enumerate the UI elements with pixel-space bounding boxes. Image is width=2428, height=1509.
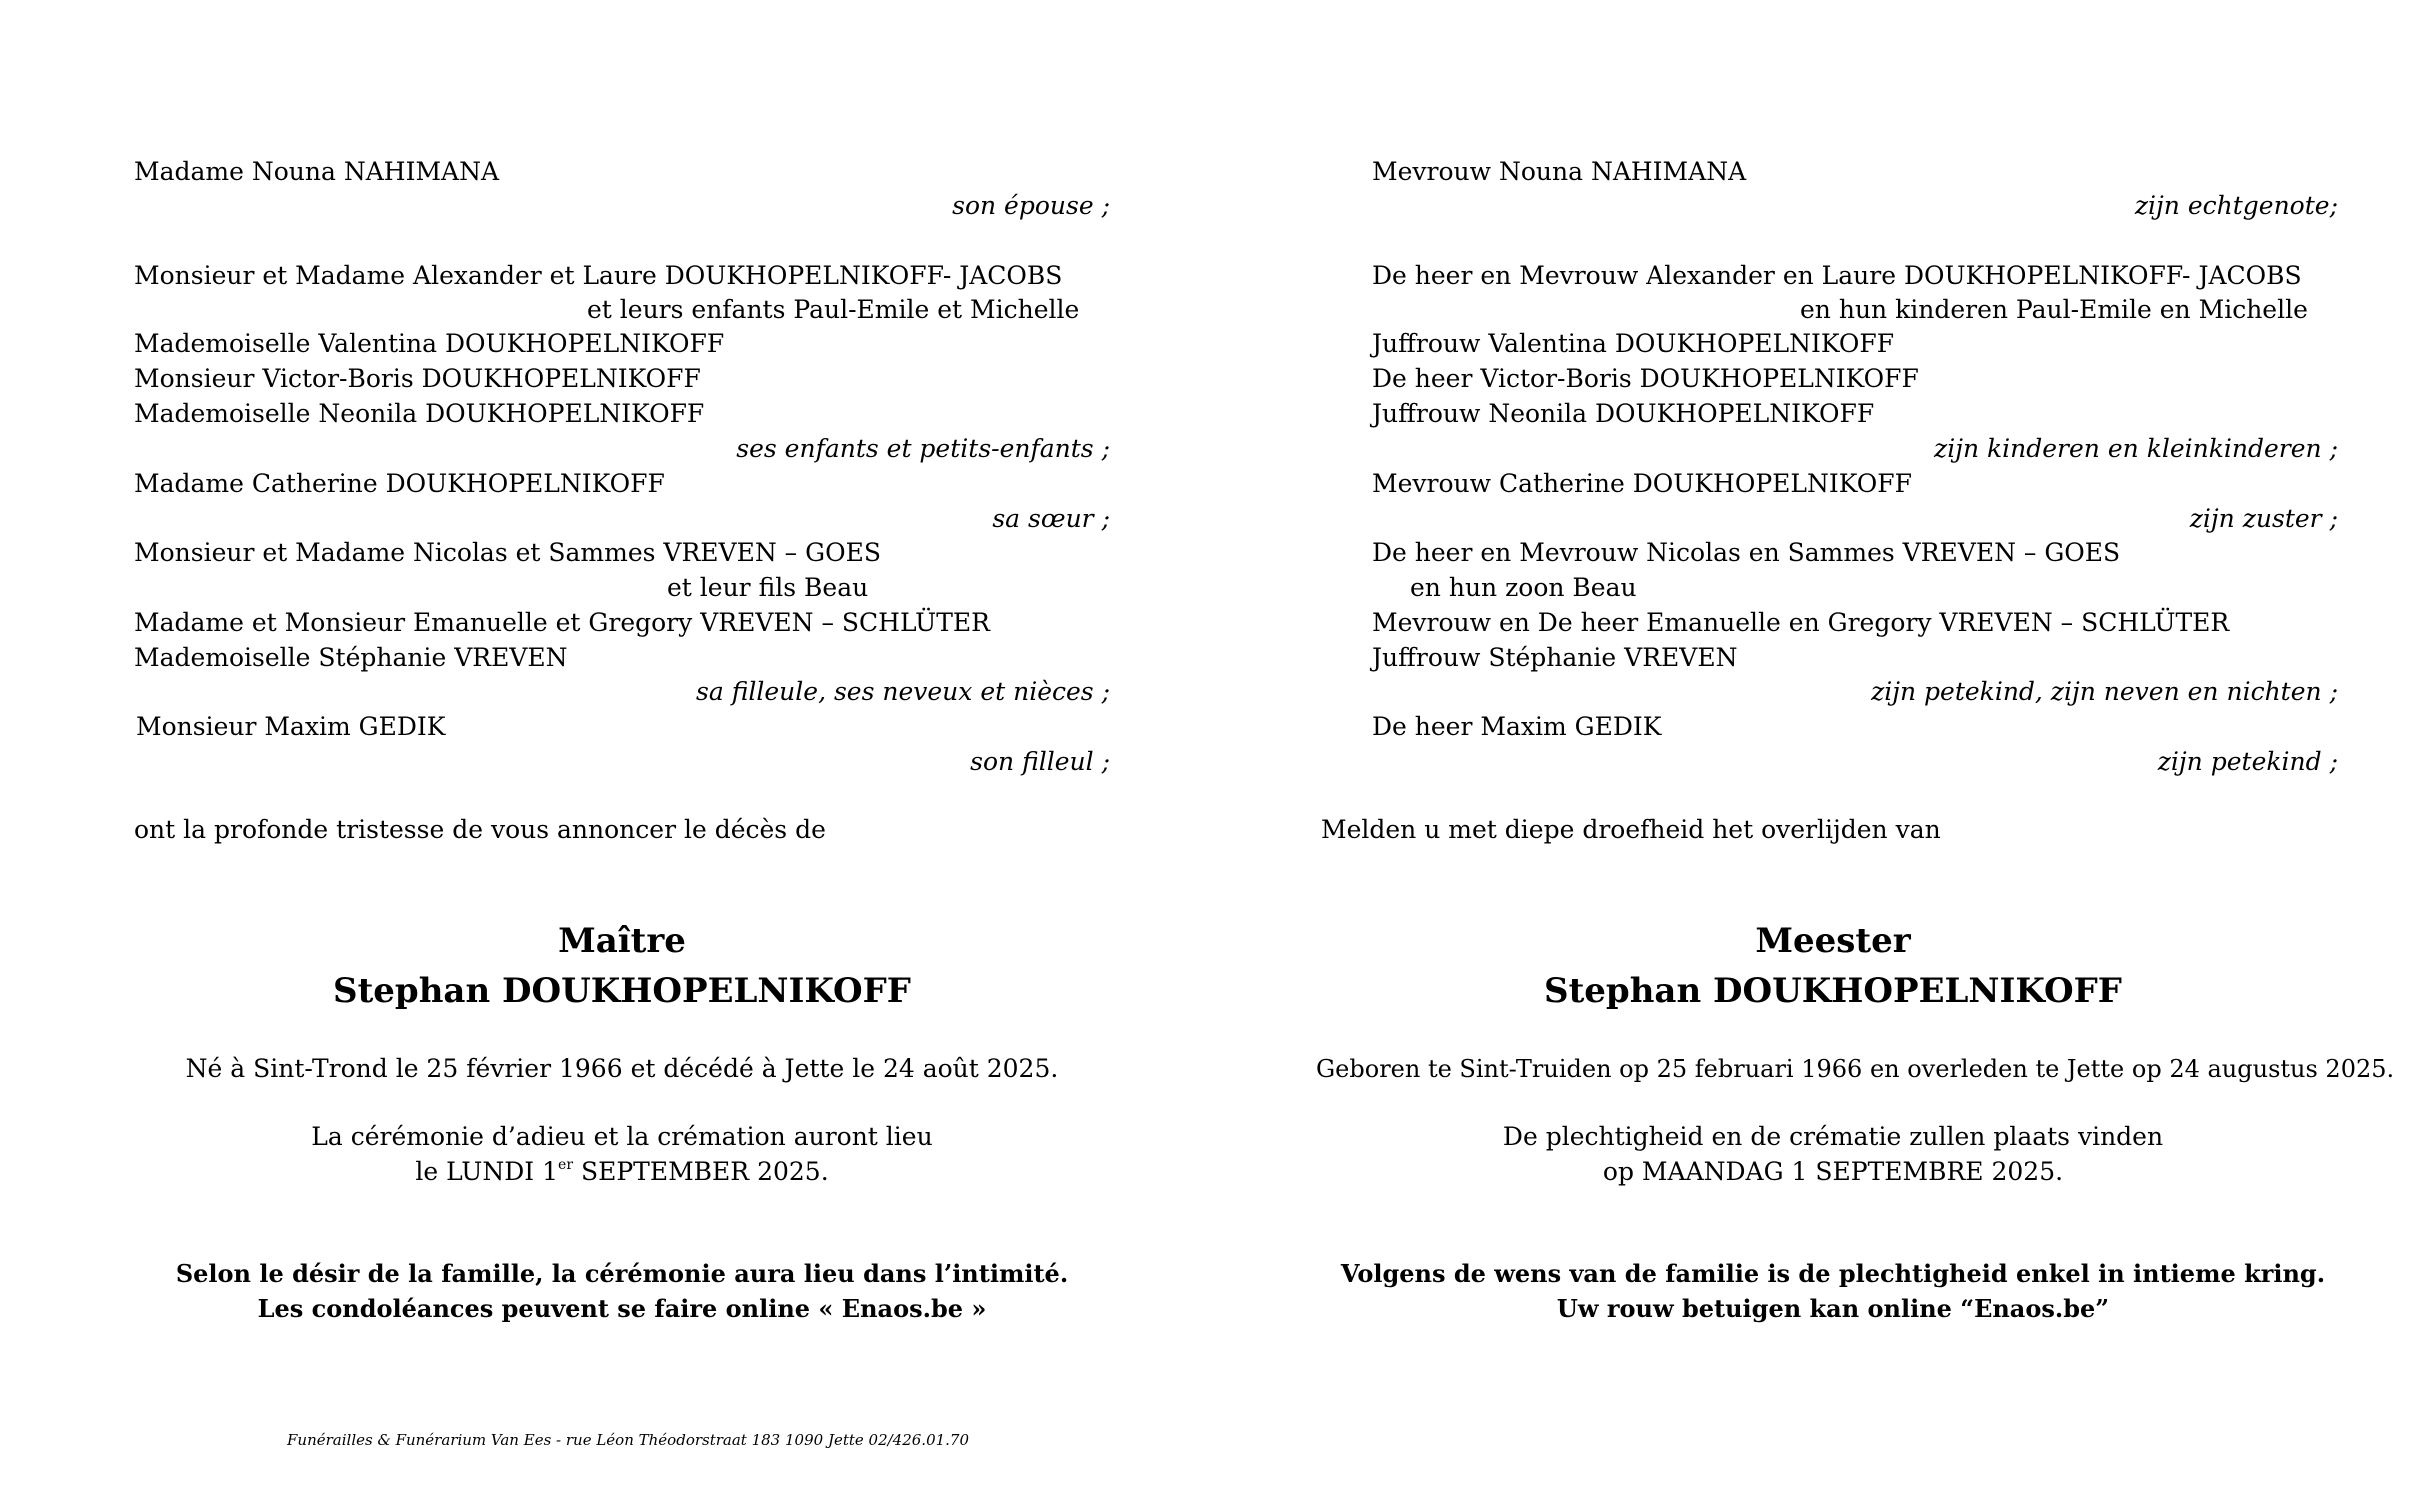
nl-line: De heer Victor-Boris DOUKHOPELNIKOFF — [1372, 364, 1919, 393]
fr-ceremony-line-1: La cérémonie d’adieu et la crémation auront lieu — [311, 1122, 933, 1151]
nl-relation: zijn kinderen en kleinkinderen ; — [1934, 434, 2338, 463]
fr-line: Mademoiselle Stéphanie VREVEN — [134, 643, 568, 672]
nl-line: Mevrouw en De heer Emanuelle en Gregory VREVEN – SCHLÜTER — [1372, 608, 2230, 637]
fr-deceased-name: Stephan DOUKHOPELNIKOFF — [333, 971, 911, 1011]
fr-line: et leurs enfants Paul-Emile et Michelle — [587, 295, 1080, 324]
fr-relation: son filleul ; — [970, 747, 1110, 776]
fr-relation: sa sœur ; — [992, 504, 1110, 533]
funeral-home-footer: Funérailles & Funérarium Van Ees - rue Léon Théodorstraat 183 1090 Jette 02/426.01.70 — [287, 1431, 970, 1449]
nl-line: De heer en Mevrouw Alexander en Laure DOUKHOPELNIKOFF- JACOBS — [1372, 261, 2302, 290]
nl-line: Juffrouw Stéphanie VREVEN — [1372, 643, 1738, 672]
nl-deceased-name: Stephan DOUKHOPELNIKOFF — [1544, 971, 2122, 1011]
fr-line: Mademoiselle Neonila DOUKHOPELNIKOFF — [134, 399, 705, 428]
fr-line: Monsieur Maxim GEDIK — [136, 712, 446, 741]
nl-family-wish: Volgens de wens van de familie is de plechtigheid enkel in intieme kring. — [1340, 1259, 2326, 1288]
nl-relation: zijn zuster ; — [2189, 504, 2338, 533]
nl-line: en hun zoon Beau — [1410, 573, 1637, 602]
fr-line: Monsieur et Madame Alexander et Laure DOUKHOPELNIKOFF- JACOBS — [134, 261, 1063, 290]
nl-announcement: Melden u met diepe droefheid het overlijden van — [1321, 815, 1941, 844]
fr-deceased-title: Maître — [558, 921, 686, 961]
nl-relation: zijn petekind ; — [2157, 747, 2338, 776]
fr-relation: son épouse ; — [952, 191, 1110, 220]
fr-family-wish: Selon le désir de la famille, la cérémonie aura lieu dans l’intimité. — [175, 1259, 1069, 1288]
nl-line: Mevrouw Nouna NAHIMANA — [1372, 157, 1747, 186]
fr-birth-death: Né à Sint-Trond le 25 février 1966 et décédé à Jette le 24 août 2025. — [185, 1054, 1059, 1083]
fr-line: et leur fils Beau — [667, 573, 869, 602]
nl-line: Juffrouw Valentina DOUKHOPELNIKOFF — [1372, 329, 1895, 358]
fr-line: Mademoiselle Valentina DOUKHOPELNIKOFF — [134, 329, 725, 358]
nl-line: en hun kinderen Paul-Emile en Michelle — [1800, 295, 2308, 324]
fr-condolences: Les condoléances peuvent se faire online « Enaos.be » — [257, 1294, 987, 1323]
fr-ceremony-line-2: le LUNDI 1er SEPTEMBER 2025. — [415, 1156, 829, 1186]
nl-deceased-title: Meester — [1755, 921, 1911, 961]
fr-line: Madame Nouna NAHIMANA — [134, 157, 500, 186]
fr-relation: sa filleule, ses neveux et nièces ; — [696, 677, 1110, 706]
nl-line: De heer Maxim GEDIK — [1372, 712, 1662, 741]
nl-ceremony-line-1: De plechtigheid en de crématie zullen plaats vinden — [1502, 1122, 2164, 1151]
fr-line: Madame et Monsieur Emanuelle et Gregory VREVEN – SCHLÜTER — [134, 608, 990, 637]
nl-line: Juffrouw Neonila DOUKHOPELNIKOFF — [1372, 399, 1875, 428]
nl-relation: zijn petekind, zijn neven en nichten ; — [1871, 677, 2338, 706]
fr-announcement: ont la profonde tristesse de vous annoncer le décès de — [134, 815, 826, 844]
nl-line: Mevrouw Catherine DOUKHOPELNIKOFF — [1372, 469, 1912, 498]
nl-ceremony-line-2: op MAANDAG 1 SEPTEMBRE 2025. — [1602, 1157, 2064, 1186]
nl-line: De heer en Mevrouw Nicolas en Sammes VREVEN – GOES — [1372, 538, 2121, 567]
fr-relation: ses enfants et petits-enfants ; — [736, 434, 1110, 463]
nl-relation: zijn echtgenote; — [2134, 191, 2338, 220]
nl-condolences: Uw rouw betuigen kan online “Enaos.be” — [1556, 1294, 2110, 1323]
fr-line: Monsieur et Madame Nicolas et Sammes VREVEN – GOES — [134, 538, 881, 567]
fr-line: Madame Catherine DOUKHOPELNIKOFF — [134, 469, 665, 498]
fr-line: Monsieur Victor-Boris DOUKHOPELNIKOFF — [134, 364, 701, 393]
nl-birth-death: Geboren te Sint-Truiden op 25 februari 1966 en overleden te Jette op 24 augustus 2025. — [1316, 1055, 2395, 1083]
